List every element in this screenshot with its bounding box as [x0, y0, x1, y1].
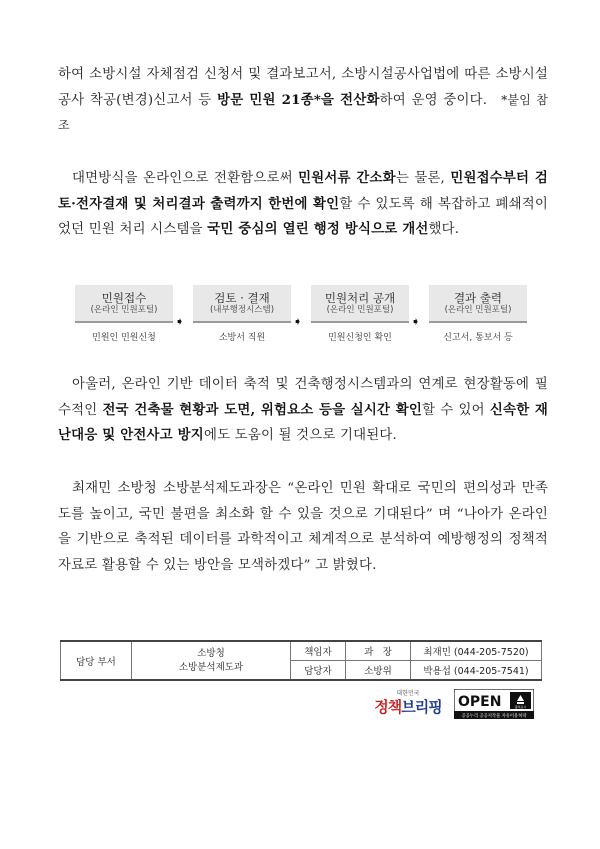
- logo-name-1: 정책: [374, 698, 402, 716]
- open-badge-text: 출처표시: [514, 705, 527, 709]
- flow-step-sub: (온라인 민원포털): [326, 304, 394, 315]
- flow-step-title: 민원접수: [101, 290, 147, 305]
- dept-line-1: 소방청: [197, 647, 225, 659]
- p1-text-2: 하여 운영 중이다.: [379, 92, 488, 108]
- p1-footnote: *붙임 참조: [58, 92, 548, 132]
- open-license-icon: [454, 689, 534, 719]
- p3-text-1: 아울러, 온라인 기반 데이터 축적 및 건축행정시스템과의 연계로 현장활동에 필수적인: [58, 377, 548, 418]
- logo-country: 대한민국: [396, 690, 420, 697]
- logo-name-2: 브리핑: [401, 698, 442, 716]
- flow-step-1: [75, 285, 173, 349]
- p3-text-2: 할 수 있어: [421, 402, 490, 418]
- paragraph-4: [58, 476, 548, 578]
- dept-line-2: 소방분석제도과: [178, 661, 244, 673]
- p3-text-3: 에도 도움이 될 것으로 기대된다.: [203, 428, 397, 443]
- flow-step-title: 민원처리 공개: [324, 290, 396, 305]
- p2-bold-3: 국민 중심의 열린 행정 방식으로 개선: [207, 221, 429, 237]
- p2-text-4: 했다.: [428, 222, 460, 237]
- flow-step-actor: 소방서 직원: [218, 332, 266, 343]
- dept-name-cell: [132, 641, 291, 680]
- open-sub-text: 공공누리 공공저작물 자유이용허락: [461, 714, 527, 719]
- flow-step-4: [429, 285, 527, 349]
- person-cell: 박용섭 (044-205-7541): [411, 661, 542, 681]
- arrow-right-icon: ➧: [175, 315, 185, 328]
- flow-step-3: [311, 285, 409, 349]
- p2-text-3: 할 수 있도록 해 복잡하고 폐쇄적이었던 민원 처리 시스템을: [58, 196, 548, 237]
- p4-text-1: 최재민 소방청 소방분석제도과장은 “온라인 민원 확대로 국민의 편의성과 만족도를 높이고, 국민 불편을 최소화 할 수 있을 것으로 기대된다” 며 “나아가 온라인을 기반으로 축적된 데이터를 과학적이고 체계적으로 분석하여 예방행정의 정책적 자료로 활용할 수 있는 방안을 모색하겠다” 고 밝혔다.: [58, 481, 548, 573]
- table-row: [61, 641, 542, 661]
- p2-bold-1: 민원서류 간소화: [298, 170, 396, 186]
- arrow-right-icon: ➧: [293, 315, 303, 328]
- flow-step-actor: 민원인 민원신청: [92, 332, 156, 343]
- paragraph-2: [58, 166, 548, 243]
- title-cell: 소방위: [346, 661, 411, 681]
- p2-text-1: 대면방식을 온라인으로 전환함으로써: [72, 171, 299, 186]
- open-text: OPEN: [458, 694, 502, 710]
- flow-step-sub: (온라인 민원포털): [90, 304, 158, 315]
- process-flow: [75, 285, 530, 357]
- title-cell: 과 장: [346, 641, 411, 661]
- kogl-open-logo: [454, 689, 534, 719]
- p1-bold-1: 방문 민원 21종*을 전산화: [217, 91, 380, 108]
- p2-text-2: 는 물론,: [395, 171, 451, 186]
- person-cell: 최재민 (044-205-7520): [411, 641, 542, 661]
- p3-bold-1: 전국 건축물 현황과 도면, 위험요소 등을 실시간 확인: [102, 401, 422, 418]
- arrow-right-icon: ➧: [411, 315, 421, 328]
- flow-step-actor: 민원신청인 확인: [328, 332, 392, 343]
- flow-step-2: [193, 285, 291, 349]
- flow-step-actor: 신고서, 통보서 등: [443, 332, 513, 343]
- flow-step-title: 검토 · 결재: [214, 290, 270, 305]
- p1-text-1: 하여 소방시설 자체점검 신청서 및 결과보고서, 소방시설공사업법에 따른 소방시설공사 착공(변경)신고서 등: [58, 67, 548, 108]
- p2-bold-2: 민원접수부터 검토·전자결재 및 처리결과 출력까지 한번에 확인: [58, 170, 549, 212]
- contact-table: [60, 640, 542, 681]
- paragraph-1: [58, 62, 548, 139]
- p3-bold-2: 신속한 재난대응 및 안전사고 방지: [58, 401, 548, 443]
- flow-step-sub: (온라인 민원포털): [444, 304, 512, 315]
- flow-step-sub: (내부행정시스템): [209, 304, 275, 315]
- role-cell: 담당자: [291, 661, 346, 681]
- paragraph-3: [58, 372, 548, 449]
- dept-label-cell: 담당 부서: [61, 641, 132, 680]
- policy-briefing-logo: [372, 690, 444, 720]
- flow-step-title: 결과 출력: [453, 290, 503, 305]
- role-cell: 책임자: [291, 641, 346, 661]
